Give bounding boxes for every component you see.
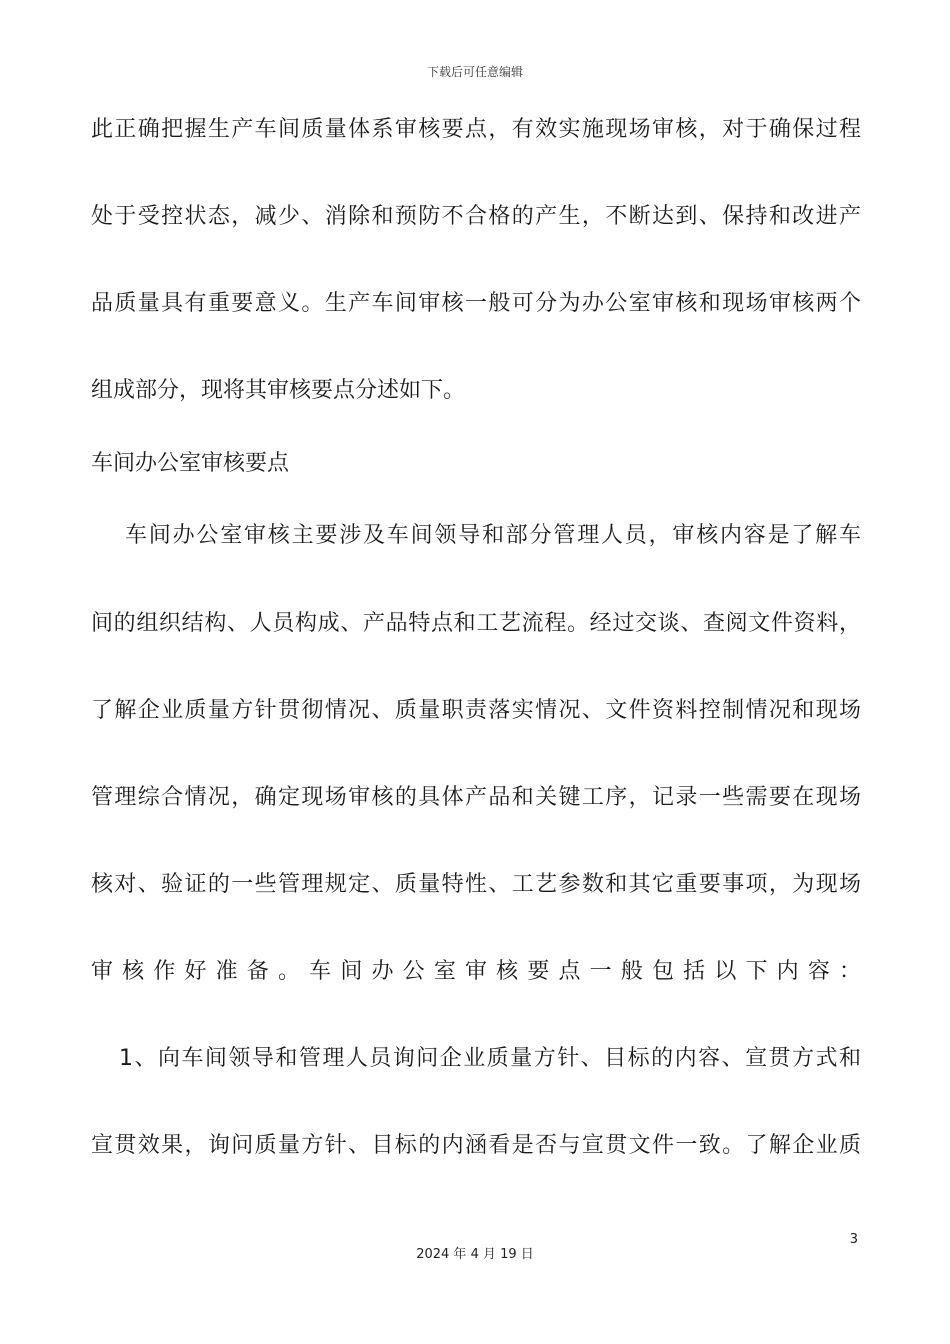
body-line: 核对、验证的一些管理规定、质量特性、工艺参数和其它重要事项，为现场 [91,872,861,897]
body-line: 此正确把握生产车间质量体系审核要点，有效实施现场审核，对于确保过程 [91,117,861,142]
footer-date: 2024 年 4 月 19 日 [416,1247,534,1262]
list-item-line: 宣贯效果，询问质量方针、目标的内涵看是否与宣贯文件一致。了解企业质 [91,1133,861,1158]
body-line: 间的组织结构、人员构成、产品特点和工艺流程。经过交谈、查阅文件资料， [91,611,861,636]
body-line: 组成部分，现将其审核要点分述如下。 [91,378,466,403]
body-line: 品质量具有重要意义。生产车间审核一般可分为办公室审核和现场审核两个 [91,291,861,316]
header-note: 下载后可任意编辑 [426,65,523,79]
body-line: 车间办公室审核主要涉及车间领导和部分管理人员，审核内容是了解车 [125,523,861,548]
list-item-line: 1、向车间领导和管理人员询问企业质量方针、目标的内容、宣贯方式和 [119,1046,861,1071]
page-number: 3 [849,1232,858,1247]
body-line: 审核作好准备。车间办公室审核要点一般包括以下内容： [91,959,861,984]
body-line: 处于受控状态，减少、消除和预防不合格的产生，不断达到、保持和改进产 [91,204,861,229]
body-line: 管理综合情况，确定现场审核的具体产品和关键工序，记录一些需要在现场 [91,785,861,810]
section-heading: 车间办公室审核要点 [91,451,290,476]
body-line: 了解企业质量方针贯彻情况、质量职责落实情况、文件资料控制情况和现场 [91,698,861,723]
